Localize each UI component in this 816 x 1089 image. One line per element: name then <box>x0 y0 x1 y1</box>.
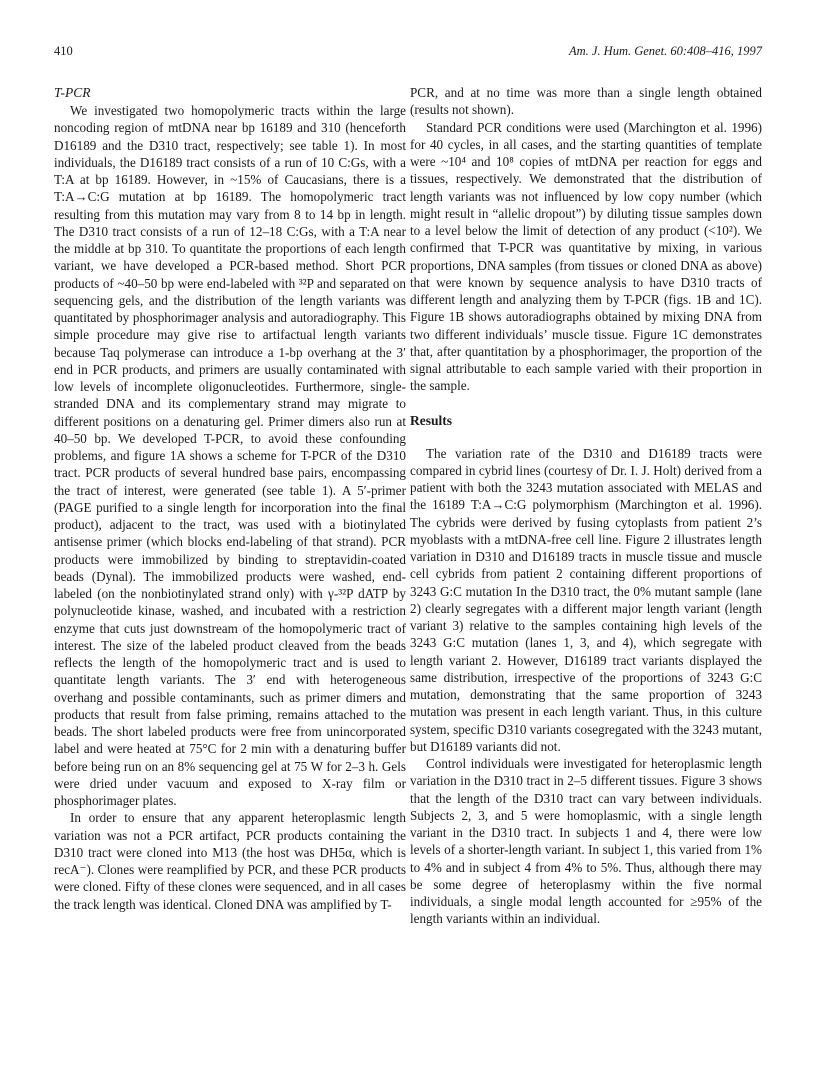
left-column <box>54 84 406 913</box>
section-title-tpcr: T-PCR <box>54 85 91 100</box>
page-number: 410 <box>54 44 73 58</box>
paragraph: Standard PCR conditions were used (Marchington et al. 1996) for 40 cycles, in all cases, and the starting quantities of template were ~10⁴ and 10⁸ copies of mtDNA per reaction for eggs and tissues, respectively. We demonstrated that the distribution of length variants was not influenced by low copy number (which might result in “allelic dropout”) by diluting tissue samples down to a level below the limit of detection of any product (<10²). We confirmed that T-PCR was quantitative by mixing, in various proportions, DNA samples (from tissues or cloned DNA as above) that were known by sequence analysis to have D310 tracts of different length and analyzing them by T-PCR (figs. 1B and 1C). Figure 1B shows autoradiographs obtained by mixing DNA from two different individuals’ muscle tissue. Figure 1C demonstrates that, after quantitation by a phosphorimager, the proportion of the signal attributable to each sample varied with their proportion in the sample. <box>410 119 762 394</box>
journal-citation: Am. J. Hum. Genet. 60:408–416, 1997 <box>568 44 762 58</box>
paragraph: We investigated two homopolymeric tracts within the large noncoding region of mtDNA near bp 16189 and 310 (henceforth D16189 and the D310 tract, respectively; see table 1). In most individuals, the D16189 tract consists of a run of 10 C:Gs, with a T:A at bp 16189. However, in ~15% of Caucasians, there is a T:A→C:G mutation at bp 16189. The homopolymeric tract resulting from this mutation may vary from 8 to 14 bp in length. The D310 tract consists of a run of 12–18 C:Gs, with a T:A near the middle at bp 310. To quantitate the proportions of each length variant, we have developed a PCR-based method. Short PCR products of ~40–50 bp were end-labeled with ³²P and separated on sequencing gels, and the distribution of the length variants was quantitated by phosphorimager analysis and autoradiography. This simple procedure may give rise to artifactual length variants because Taq polymerase can introduce a 1-bp overhang at the 3′ end in PCR products, and primers are usually contaminated with low levels of incomplete oligonucleotides. Furthermore, single-stranded DNA and its complementary strand may migrate to different positions on a denaturing gel. Primer dimers also run at 40–50 bp. We developed T-PCR, to avoid these confounding problems, and figure 1A shows a scheme for T-PCR of the D310 tract. PCR products of several hundred base pairs, encompassing the tract of interest, were generated (see table 1). A 5′-primer (PAGE purified to a single length for incorporation into the final product), adjacent to the tract, was used with a biotinylated antisense primer (which blocks end-labeling of that strand). PCR products were immobilized by binding to streptavidin-coated beads (Dynal). The immobilized products were washed, end-labeled (on the nonbiotinylated strand only) with γ-³²P dATP by polynucleotide kinase, washed, and incubated with a restriction enzyme that cuts just downstream of the homopolymeric tract of interest. The size of the labeled product cleaved from the beads reflects the length of the homopolymeric tract and is used to quantitate length variants. The 3′ end with heterogeneous overhang and possible contaminants, such as primer dimers and products that result from false priming, remains attached to the beads. The short labeled products were free from unincorporated label and were heated at 75°C for 2 min with a denaturing buffer before being run on an 8% sequencing gel at 75 W for 2–3 h. Gels were dried under vacuum and exposed to X-ray film or phosphorimager plates. <box>54 103 406 808</box>
section-title-results: Results <box>410 412 453 428</box>
page-header <box>54 44 762 62</box>
right-column <box>410 84 762 928</box>
paragraph: In order to ensure that any apparent heteroplasmic length variation was not a PCR artifact, PCR products containing the D310 tract were cloned into M13 (the host was DH5α, which is recA⁻). Clones were reamplified by PCR, and these PCR products were cloned. Fifty of these clones were sequenced, and in all cases the track length was identical. Cloned DNA was amplified by T- <box>54 810 406 912</box>
paragraph: The variation rate of the D310 and D16189 tracts were compared in cybrid lines (courtesy of Dr. I. J. Holt) derived from a patient with both the 3243 mutation associated with MELAS and the 16189 T:A→C:G polymorphism (Marchington et al. 1996). The cybrids were derived by fusing cytoplasts from patient 2’s myoblasts with a mtDNA-free cell line. Figure 2 illustrates length variation in D310 and D16189 tracts in muscle tissue and muscle cell cybrids from patient 2 containing different proportions of 3243 G:C mutation In the D310 tract, the 0% mutant sample (lane 2) clearly segregates with a different major length variant (length variant 3) relative to the samples containing high levels of the 3243 G:C mutation (lanes 1, 3, and 4), which segregate with length variant 2. However, D16189 tract variants displayed the same distribution, irrespective of the proportions of 3243 G:C mutation, demonstrating that the same proportion of 3243 mutation was present in each length variant. Thus, in this culture system, specific D310 variants cosegregated with the 3243 mutant, but D16189 variants did not. <box>410 445 762 754</box>
paragraph: Control individuals were investigated for heteroplasmic length variation in the D310 tract in 2–5 different tissues. Figure 3 shows that the length of the D310 tract can vary between individuals. Subjects 2, 3, and 5 were homoplasmic, with a single length variant in the D310 tract. In subjects 1 and 4, there were low levels of a shorter-length variant. In subject 1, this varied from 1% to 4% and in subject 4 from 4% to 5%. Thus, although there may be some degree of heteroplasmy within the five normal individuals, a single modal length accounted for ≥95% of the length variants within an individual. <box>410 756 762 927</box>
paragraph: PCR, and at no time was more than a single length obtained (results not shown). <box>410 85 762 118</box>
